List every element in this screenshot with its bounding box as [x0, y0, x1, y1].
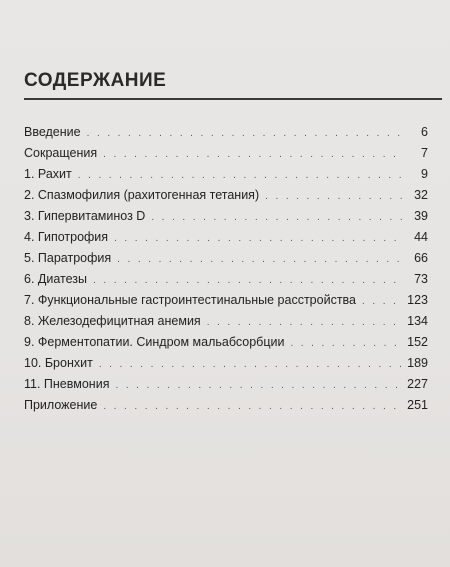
- toc-entry[interactable]: [24, 377, 428, 398]
- table-of-contents: [24, 125, 428, 419]
- toc-entry[interactable]: [24, 293, 428, 314]
- toc-entry-title: 6. Диатезы: [24, 272, 88, 286]
- toc-entry-title: 5. Паратрофия: [24, 251, 112, 265]
- dot-leader: [87, 128, 402, 139]
- toc-entry-page-number: 6: [421, 125, 428, 139]
- toc-entry-page-number: 152: [407, 335, 428, 349]
- dot-leader: [151, 212, 402, 223]
- dot-leader: [115, 380, 401, 391]
- dot-leader: [103, 401, 401, 412]
- toc-entry-page-number: 39: [414, 209, 428, 223]
- dot-leader: [78, 170, 402, 181]
- toc-entry[interactable]: [24, 314, 428, 335]
- toc-entry[interactable]: [24, 272, 428, 293]
- dot-leader: [117, 254, 402, 265]
- toc-entry-page-number: 7: [421, 146, 428, 160]
- toc-entry[interactable]: [24, 167, 428, 188]
- toc-entry-title: 4. Гипотрофия: [24, 230, 109, 244]
- dot-leader: [290, 338, 401, 349]
- dot-leader: [103, 149, 402, 160]
- toc-entry-page-number: 44: [414, 230, 428, 244]
- toc-entry-title: Приложение: [24, 398, 98, 412]
- toc-entry-title: Сокращения: [24, 146, 98, 160]
- toc-entry-title: 1. Рахит: [24, 167, 72, 181]
- toc-entry-page-number: 9: [421, 167, 428, 181]
- toc-entry[interactable]: [24, 356, 428, 377]
- page-title: СОДЕРЖАНИЕ: [24, 70, 167, 91]
- toc-entry-title: 3. Гипервитаминоз D: [24, 209, 146, 223]
- toc-entry[interactable]: [24, 230, 428, 251]
- toc-entry-title: 8. Железодефицитная анемия: [24, 314, 201, 328]
- toc-entry-title: Введение: [24, 125, 81, 139]
- toc-entry-page-number: 32: [414, 188, 428, 202]
- toc-entry[interactable]: [24, 146, 428, 167]
- dot-leader: [93, 275, 402, 286]
- toc-entry-title: 11. Пневмония: [24, 377, 110, 391]
- toc-entry[interactable]: [24, 209, 428, 230]
- toc-entry-title: 2. Спазмофилия (рахитогенная тетания): [24, 188, 260, 202]
- toc-entry-title: 7. Функциональные гастроинтестинальные расстройства: [24, 293, 357, 307]
- toc-entry-title: 10. Бронхит: [24, 356, 93, 370]
- toc-entry-page-number: 251: [407, 398, 428, 412]
- dot-leader: [265, 191, 402, 202]
- dot-leader: [99, 359, 401, 370]
- toc-entry-title: 9. Ферментопатии. Синдром мальабсорбции: [24, 335, 285, 349]
- toc-entry-page-number: 66: [414, 251, 428, 265]
- toc-entry-page-number: 73: [414, 272, 428, 286]
- toc-entry-page-number: 134: [407, 314, 428, 328]
- toc-entry[interactable]: [24, 398, 428, 419]
- toc-entry[interactable]: [24, 125, 428, 146]
- toc-entry[interactable]: [24, 335, 428, 356]
- title-underline-divider: [24, 98, 442, 100]
- dot-leader: [362, 296, 401, 307]
- toc-entry-page-number: 123: [407, 293, 428, 307]
- toc-entry-page-number: 189: [407, 356, 428, 370]
- toc-entry-page-number: 227: [407, 377, 428, 391]
- dot-leader: [207, 317, 401, 328]
- toc-entry[interactable]: [24, 251, 428, 272]
- toc-entry[interactable]: [24, 188, 428, 209]
- dot-leader: [114, 233, 402, 244]
